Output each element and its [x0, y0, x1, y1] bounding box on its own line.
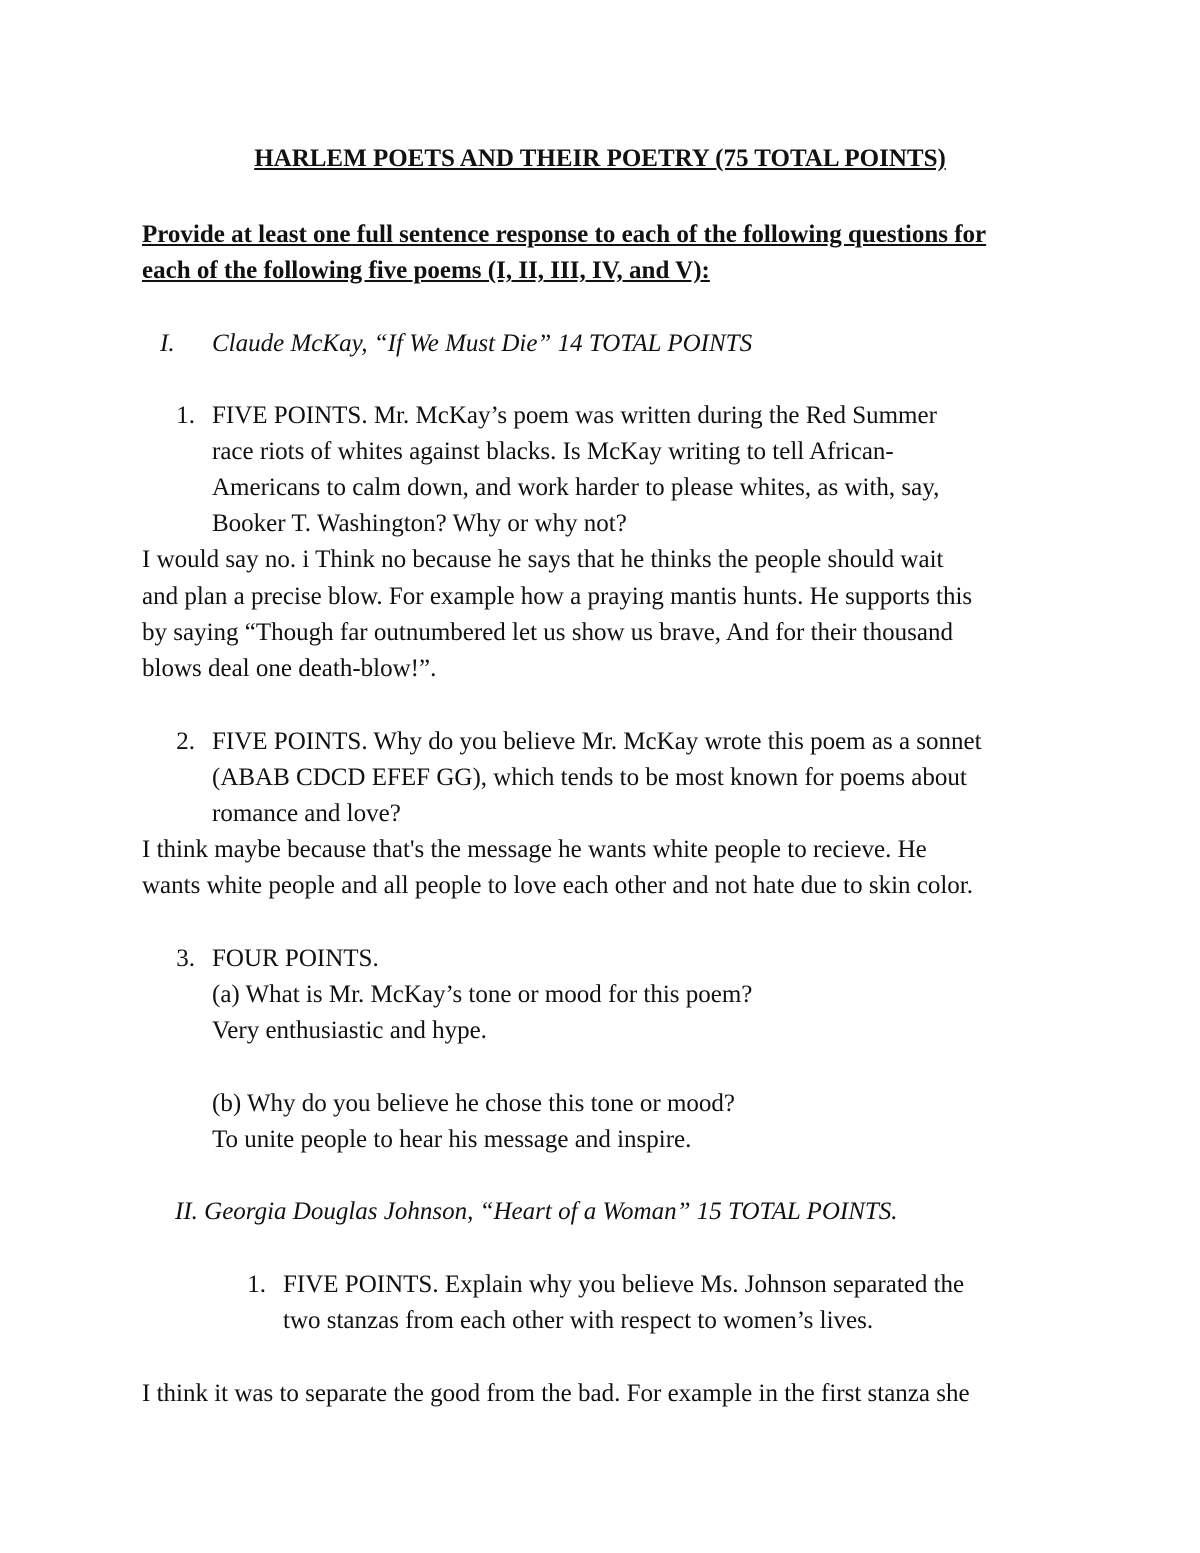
question-3-label: FOUR POINTS. — [212, 945, 379, 972]
question-3b: (b) Why do you believe he chose this tone or mood? — [212, 1090, 736, 1117]
question-2-line-2: (ABAB CDCD EFEF GG), which tends to be most known for poems about — [212, 764, 967, 791]
question-1-line-4: Booker T. Washington? Why or why not? — [212, 510, 627, 537]
question-2-number: 2. — [176, 728, 195, 755]
question-1-line-1: FIVE POINTS. Mr. McKay’s poem was written during the Red Summer — [212, 402, 937, 429]
answer-3b: To unite people to hear his message and inspire. — [212, 1126, 692, 1153]
answer-1-line-2: and plan a precise blow. For example how a praying mantis hunts. He supports this — [142, 583, 973, 610]
question-3a: (a) What is Mr. McKay’s tone or mood for this poem? — [212, 981, 753, 1008]
section-2-answer-line-1: I think it was to separate the good from the bad. For example in the first stanza she — [142, 1380, 970, 1407]
section-1-numeral: I. — [160, 330, 175, 357]
answer-1-line-1: I would say no. i Think no because he says that he thinks the people should wait — [142, 546, 944, 573]
document-title: HARLEM POETS AND THEIR POETRY (75 TOTAL POINTS) — [254, 145, 946, 172]
question-2-line-1: FIVE POINTS. Why do you believe Mr. McKay wrote this poem as a sonnet — [212, 728, 982, 755]
answer-3a: Very enthusiastic and hype. — [212, 1017, 487, 1044]
section-2-question-1-number: 1. — [247, 1271, 266, 1298]
question-3-number: 3. — [176, 945, 195, 972]
section-2-question-1-line-2: two stanzas from each other with respect to women’s lives. — [283, 1307, 874, 1334]
question-2-line-3: romance and love? — [212, 800, 401, 827]
answer-1-line-3: by saying “Though far outnumbered let us show us brave, And for their thousand — [142, 619, 953, 646]
answer-2-line-2: wants white people and all people to love each other and not hate due to skin color. — [142, 872, 974, 899]
instructions-line-1: Provide at least one full sentence response to each of the following questions for — [142, 221, 987, 248]
answer-1-line-4: blows deal one death-blow!”. — [142, 655, 437, 682]
section-2-heading: II. Georgia Douglas Johnson, “Heart of a Woman” 15 TOTAL POINTS. — [175, 1198, 898, 1225]
section-1-heading: Claude McKay, “If We Must Die” 14 TOTAL POINTS — [212, 330, 753, 357]
question-1-number: 1. — [176, 402, 195, 429]
answer-2-line-1: I think maybe because that's the message he wants white people to recieve. He — [142, 836, 927, 863]
question-1-line-3: Americans to calm down, and work harder to please whites, as with, say, — [212, 474, 940, 501]
question-1-line-2: race riots of whites against blacks. Is McKay writing to tell African- — [212, 438, 894, 465]
section-2-question-1-line-1: FIVE POINTS. Explain why you believe Ms. Johnson separated the — [283, 1271, 965, 1298]
instructions-line-2: each of the following five poems (I, II, III, IV, and V): — [142, 257, 710, 284]
